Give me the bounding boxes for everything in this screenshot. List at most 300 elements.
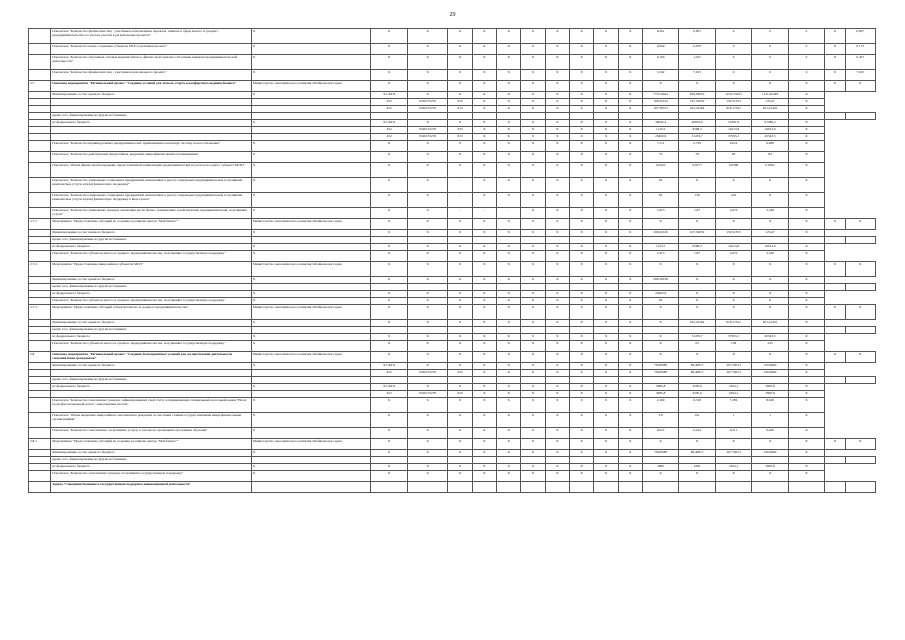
value-cell: X [545,230,569,237]
row-number-cell [29,244,51,251]
table-row [29,391,876,398]
value-cell: X [594,464,618,471]
value-cell: X [845,305,876,320]
value-cell: 3985,8 [642,391,678,398]
value-cell: X [545,70,569,81]
table-row [29,471,876,482]
value-cell: X [497,439,521,450]
value-cell: X [569,92,593,99]
value-cell: X [545,251,569,262]
value-cell: X [594,334,618,341]
value-cell: X [569,370,593,377]
value-cell: X [569,141,593,152]
value-cell: X [545,464,569,471]
value-cell: X [788,230,824,237]
value-cell: X [407,439,448,450]
value-cell [569,457,593,464]
value-cell: X [545,99,569,106]
value-cell: X [448,298,472,305]
value-cell: X [371,298,407,305]
value-cell: X.СКГО [371,120,407,127]
value-cell: X [569,193,593,208]
value-cell: X [448,471,472,482]
value-cell: X [594,92,618,99]
value-cell: X [594,134,618,141]
table-row [29,334,876,341]
value-cell: X [545,277,569,284]
value-cell: X [472,464,496,471]
row-title-cell: Показатель "Количество уникальных социальных предприятий, включенных в реестр социальных предпринимателей, получивших комплексные услуги и (или) финансовую поддержку" [51,178,252,193]
value-cell: X [497,44,521,55]
row-title-cell [51,106,252,113]
value-cell: X [752,262,788,277]
value-cell: X [521,163,545,178]
value-cell: 207,76013 [715,370,751,377]
value-cell: X [407,398,448,413]
value-cell [788,284,824,291]
value-cell: X [545,120,569,127]
value-cell: X [407,291,448,298]
responsible-cell: X [251,398,371,413]
value-cell: X [788,244,824,251]
value-cell: X [618,305,642,320]
value-cell [788,327,824,334]
value-cell: X [618,219,642,230]
value-cell: X [407,334,448,341]
row-title-cell: Показатель "Количество вновь созданных субъектов МСП участников проекта" [51,44,252,55]
value-cell: X [569,291,593,298]
value-cell: X [618,363,642,370]
value-cell: X [545,244,569,251]
value-cell: X [715,81,751,92]
value-cell: X [594,439,618,450]
value-cell: 4395,0 [679,391,715,398]
value-cell: X [497,398,521,413]
value-cell: 1125,5 [642,244,678,251]
value-cell: X [569,81,593,92]
responsible-cell [251,327,371,334]
value-cell: X [569,277,593,284]
table-row [29,163,876,178]
row-number-cell [29,251,51,262]
value-cell: X [497,413,521,428]
value-cell: 0 [715,29,751,44]
row-title-cell [51,370,252,377]
value-cell: X [594,120,618,127]
value-cell: X [497,428,521,439]
value-cell: X [371,70,407,81]
row-title-cell: Показатель "Количество самозанятых граждан, получивших государственную поддержку" [51,471,252,482]
value-cell: X [618,106,642,113]
row-number-cell [29,413,51,428]
table-row [29,428,876,439]
table-row [29,219,876,230]
value-cell: X [788,106,824,113]
table-row [29,384,876,391]
value-cell: 89,40817 [679,370,715,377]
value-cell: X [371,55,407,70]
value-cell [407,284,448,291]
table-row [29,251,876,262]
value-cell: X [448,464,472,471]
value-cell: X [521,152,545,163]
value-cell: X [472,398,496,413]
value-cell: X [521,363,545,370]
value-cell: X [497,471,521,482]
value-cell: 3,349 [752,251,788,262]
value-cell: 1031,23255 [715,92,751,99]
row-number-cell [29,334,51,341]
value-cell: X [788,277,824,284]
value-cell: X [521,134,545,141]
table-row [29,141,876,152]
value-cell: 1,613 [642,208,678,219]
responsible-cell: Министерство экономического развития Забайкальского края [251,262,371,277]
row-number-cell [29,120,51,127]
value-cell: X [618,370,642,377]
value-cell: 0,079 [679,44,715,55]
value-cell [618,237,642,244]
value-cell: X [472,230,496,237]
value-cell [545,284,569,291]
value-cell: X [545,363,569,370]
value-cell: 89,40817 [679,450,715,457]
value-cell: X [448,120,472,127]
value-cell: X [618,92,642,99]
value-cell: X [472,193,496,208]
value-cell: X [472,251,496,262]
value-cell: X [371,450,407,457]
value-cell: X [497,178,521,193]
value-cell: 912,34164 [679,320,715,327]
value-cell [788,482,824,493]
row-title-cell: Показатель "Количество уникальных граждан, желающих вести бизнес, начинающих и действующих предпринимателей, получивших услуги" [51,208,252,219]
value-cell: X [472,320,496,327]
value-cell: X [569,44,593,55]
value-cell [569,113,593,120]
value-cell [448,327,472,334]
value-cell [497,284,521,291]
value-cell [472,113,496,120]
value-cell: X [472,471,496,482]
value-cell: 84 [752,152,788,163]
value-cell [618,482,642,493]
row-title-cell: Показатель "Количество физических лиц - участников региональных проектов, занятых в сфере малого и среднего предпринимательства, по итогам участия в региональных проектах" [51,29,252,44]
row-title-cell: Финансирование за счет краевого бюджета [51,277,252,284]
value-cell: 150,51353 [715,230,751,237]
value-cell: X [594,141,618,152]
value-cell: 16014,9 [752,244,788,251]
row-title-cell: Основное мероприятие "Региональный проект "Создание условий для легкого старта и комфортного ведения бизнеса" [51,81,252,92]
value-cell: X [497,55,521,70]
value-cell [545,457,569,464]
value-cell [497,457,521,464]
value-cell: X [569,134,593,141]
value-cell: X [371,291,407,298]
table-row [29,277,876,284]
value-cell: X [448,262,472,277]
value-cell: 5895,8 [752,391,788,398]
page-number: 29 [449,12,456,18]
value-cell: X [448,363,472,370]
value-cell: X [618,230,642,237]
value-cell: 78 [679,152,715,163]
value-cell: X [618,163,642,178]
row-title-cell: из федерального бюджета [51,291,252,298]
value-cell: X [594,391,618,398]
value-cell [594,284,618,291]
value-cell: X [642,341,678,352]
value-cell: X [521,81,545,92]
value-cell: X [448,398,472,413]
value-cell: X [569,99,593,106]
value-cell: X [545,352,569,363]
value-cell: X [497,262,521,277]
value-cell: X [569,363,593,370]
value-cell: 0,0277 [679,163,715,178]
value-cell: X [618,178,642,193]
value-cell: 0 [752,70,788,81]
responsible-cell: X [251,464,371,471]
value-cell: X [594,428,618,439]
value-cell: X [497,320,521,327]
row-number-cell: 2.8. [29,352,51,363]
responsible-cell: X [251,193,371,208]
value-cell: X [545,92,569,99]
value-cell: 0320155270 [407,106,448,113]
value-cell: X [545,208,569,219]
value-cell: 125,47 [752,99,788,106]
value-cell: X [497,152,521,163]
value-cell: X [472,219,496,230]
value-cell: X [618,134,642,141]
value-cell: 1 [715,413,751,428]
row-title-cell: Показатель "Количество действующих микрозаймов, выданных микрофинансовыми организациями" [51,152,252,163]
table-row [29,113,876,120]
value-cell: X [371,277,407,284]
value-cell: 3985,8 [642,384,678,391]
value-cell: 452 [371,99,407,106]
value-cell: X [521,92,545,99]
value-cell: X [472,106,496,113]
value-cell: X [371,334,407,341]
value-cell: X [788,391,824,398]
value-cell: X [407,305,448,320]
value-cell [715,113,751,120]
row-title-cell: Мероприятие "Предоставление микрозаймов субъектам МСП" [51,262,252,277]
value-cell: X [642,439,678,450]
value-cell: X [752,305,788,320]
value-cell: X [545,106,569,113]
responsible-cell: X [251,251,371,262]
value-cell: X [715,439,751,450]
row-number-cell [29,341,51,352]
value-cell: 2,672 [715,251,751,262]
value-cell: X [569,152,593,163]
value-cell: X [594,277,618,284]
value-cell: X [448,352,472,363]
responsible-cell: X [251,44,371,55]
table-row [29,450,876,457]
value-cell: X [788,341,824,352]
value-cell: X [407,471,448,482]
value-cell [679,327,715,334]
responsible-cell: Министерство экономического развития Забайкальского края [251,439,371,450]
value-cell: 0,406 [752,428,788,439]
value-cell [618,284,642,291]
value-cell: X [788,141,824,152]
value-cell: X [788,439,824,450]
value-cell [715,482,751,493]
value-cell: X [497,384,521,391]
value-cell: 29463,9 [642,291,678,298]
value-cell: X [497,464,521,471]
value-cell: X [407,81,448,92]
row-title-cell: Показатель "Количество физических лиц - участников регионального проекта" [51,70,252,81]
value-cell: X [825,262,845,277]
table-row [29,262,876,277]
value-cell: X [788,370,824,377]
value-cell: X [594,99,618,106]
value-cell: X [407,230,448,237]
value-cell: - [448,208,472,219]
value-cell: X [521,230,545,237]
value-cell: 36092,4 [642,120,678,127]
value-cell: X [545,471,569,482]
value-cell: 120,6994 [752,370,788,377]
row-title-cell: Показатель "Объем финансовой поддержки, предоставленной начинающим предпринимателям (в расчете на одного субъекта МСП)" [51,163,252,178]
value-cell: X [371,81,407,92]
value-cell: 633 [448,127,472,134]
value-cell [545,327,569,334]
value-cell [618,327,642,334]
value-cell [497,377,521,384]
value-cell: X [545,55,569,70]
value-cell: X [448,291,472,298]
value-cell: 120,6994 [752,363,788,370]
value-cell: X [569,450,593,457]
value-cell [845,377,876,384]
row-number-cell [29,178,51,193]
value-cell: X [472,44,496,55]
value-cell: 6,019 [715,141,751,152]
value-cell: X [448,320,472,327]
value-cell: 6,318 [679,398,715,413]
responsible-cell: X [251,450,371,457]
value-cell: X [788,471,824,482]
responsible-cell [251,127,371,134]
value-cell: X [497,134,521,141]
value-cell [715,327,751,334]
value-cell: 819,03019 [679,92,715,99]
value-cell: X [788,291,824,298]
value-cell: X [497,244,521,251]
value-cell: X [788,334,824,341]
row-title-cell: кроме того, финансирование из других источников: [51,377,252,384]
value-cell: X [407,55,448,70]
value-cell: X [448,244,472,251]
value-cell [569,377,593,384]
responsible-cell: X [251,384,371,391]
row-number-cell [29,457,51,464]
value-cell: X [618,471,642,482]
value-cell: X [594,471,618,482]
value-cell [788,457,824,464]
value-cell: X [594,291,618,298]
value-cell: 63 [642,193,678,208]
responsible-cell: X [251,363,371,370]
value-cell: X [752,178,788,193]
value-cell: X [788,413,824,428]
value-cell [407,237,448,244]
value-cell [788,377,824,384]
value-cell: 0 [715,44,751,55]
value-cell [825,482,845,493]
value-cell: X [594,193,618,208]
value-cell: X [521,334,545,341]
value-cell: X [618,120,642,127]
table-row [29,106,876,113]
value-cell: 207,76013 [715,450,751,457]
value-cell: 107,52059 [679,99,715,106]
value-cell: 31476,7 [679,134,715,141]
value-cell [472,457,496,464]
value-cell: X [545,384,569,391]
value-cell: X [594,413,618,428]
value-cell [448,284,472,291]
value-cell: X [642,219,678,230]
row-number-cell: 2.7 [29,81,51,92]
value-cell [845,113,876,120]
value-cell [472,284,496,291]
value-cell [521,327,545,334]
row-number-cell [29,152,51,163]
value-cell: X [594,29,618,44]
value-cell: X [497,450,521,457]
value-cell [788,113,824,120]
value-cell: X [472,55,496,70]
value-cell [752,284,788,291]
value-cell: X [371,29,407,44]
row-number-cell: 2.7.2. [29,262,51,277]
value-cell: 40659,9 [679,120,715,127]
value-cell: X [569,127,593,134]
value-cell: X [788,363,824,370]
value-cell [407,377,448,384]
value-cell: 3895 [642,464,678,471]
value-cell: 5294,1 [715,391,751,398]
value-cell: 120,6994 [752,450,788,457]
table-row [29,29,876,44]
value-cell [618,113,642,120]
row-number-cell [29,471,51,482]
value-cell: 0 [788,29,824,44]
value-cell: X [472,384,496,391]
value-cell: 7,511 [642,141,678,152]
value-cell: 168,32145 [642,99,678,106]
value-cell [594,113,618,120]
row-number-cell [29,391,51,398]
value-cell: 0,211 [715,428,751,439]
row-number-cell [29,363,51,370]
value-cell: X [788,178,824,193]
table-row [29,370,876,377]
row-title-cell: из федерального бюджета [51,244,252,251]
row-number-cell [29,113,51,120]
responsible-cell: X [251,298,371,305]
value-cell: 452 [371,370,407,377]
row-title-cell: Мероприятие "Предоставление субсидий субъектам малого и среднего предпринимательства" [51,305,252,320]
